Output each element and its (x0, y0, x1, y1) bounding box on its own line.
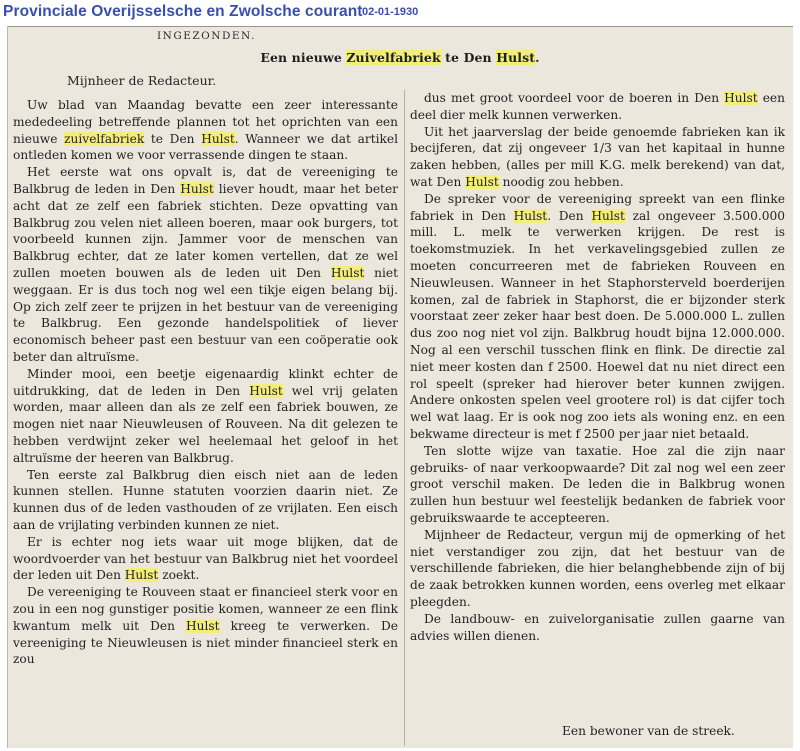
paragraph-text: Minder mooi, een beetje eigenaardig klinkt echter de uitdrukking, dat de leden in Den (13, 366, 398, 398)
paragraph-text: liever houdt, maar het beter acht dat ze zelf een fabriek stichten. Deze opvatting van Balkbrug zou velen niet alleen boeren, maar ook burgers, tot voorbeeld kunnen zijn. Jammer voor de menschen van Balkbrug echter, dat ze later komen vertellen, dat ze wel zullen moeten bouwen als de leden uit Den (13, 181, 398, 280)
highlighted-term: Zuivelfabriek (346, 50, 441, 65)
paragraph-text: Uit het jaarverslag der beide genoemde fabrieken kan ik becijferen, dat zij ongeveer 1/3 van het kapitaal in hunne zaken hebben, (alles per mill K.G. melk berekend) van dat, wat Den (410, 124, 785, 189)
paragraph-text: Er is echter nog iets waar uit moge blijken, dat de woordvoerder van het bestuur van Balkbrug niet het voordeel der leden uit Den (13, 534, 398, 583)
paragraph (410, 191, 785, 443)
paragraph-text: Het eerste wat ons opvalt is, dat de vereeniging te Balkbrug de leden in Den (13, 165, 398, 196)
publication-name: Provinciale Overijsselsche en Zwolsche courant (3, 3, 363, 20)
paragraph-text: Ten eerste zal Balkbrug dien eisch niet aan de leden kunnen stellen. Hunne statuten voorzien daarin niet. Ze kunnen dus of de leden vasthouden of ze vrijlaten. Een eisch aan de vrijlating verbinden kunnen ze niet. (13, 467, 398, 532)
paragraph (410, 90, 785, 124)
paragraph (410, 443, 785, 527)
publication-header (0, 0, 800, 26)
column-divider (404, 90, 405, 746)
highlighted-term: Hulst (465, 174, 499, 189)
paragraph (13, 467, 398, 534)
highlighted-term: Hulst (513, 208, 548, 223)
paragraph-text: De spreker voor de vereeniging spreekt van een flinke fabriek in Den (410, 191, 785, 223)
paragraph-text: een deel dier melk kunnen verwerken. (410, 91, 785, 122)
paragraph (410, 124, 785, 191)
right-column (410, 90, 785, 644)
paragraph-text: De vereeniging te Rouveen staat er financieel sterk voor en zou in een nog gunstiger positie komen, wanneer ze een flink kwantum melk uit Den (13, 585, 398, 633)
paragraph (13, 164, 398, 366)
newspaper-clipping (7, 26, 793, 748)
highlighted-term: Hulst (591, 208, 625, 223)
paragraph-text: . Wanneer we dat artikel ontleden komen we voor verrassende dingen te staan. (13, 131, 398, 163)
paragraph-text: De landbouw- en zuivelorganisatie zullen gaarne van advies willen dienen. (410, 611, 785, 643)
paragraph (13, 366, 398, 467)
highlighted-term: Hulst (124, 568, 159, 583)
salutation: Mijnheer de Redacteur. (67, 73, 217, 88)
signature: Een bewoner van de streek. (562, 724, 735, 738)
paragraph-text: zal ongeveer 3.500.000 mill. L. melk te verwerken krijgen. De rest is toekomstmuziek. In het verkavelingsgebied zullen ze moeten concurreeren met de fabrieken Rouveen en Nieuwleusen. Wanneer in het Staphorsterveld boerderijen komen, zal de fabriek in Staphorst, die er bijzonder sterk voorstaat zeer zeker haar best doen. De 5.000.000 L. zullen dus zoo nog niet vol zijn. Balkbrug houdt bijna 12.000.000. Nog al een verschil tusschen flink en flink. De directie zal niet meer kosten dan f 2500. Hoewel dat nu niet direct een rol speelt (spreker had hierover beter kunnen zwijgen. Andere onkosten spelen veel grootere rol) is dat cijfer toch wel wat laag. Er is ook nog zoo iets als woning enz. en een bekwame directeur is met f 2500 per jaar niet betaald. (410, 208, 785, 441)
highlighted-term: Hulst (180, 181, 214, 196)
paragraph-text: noodig zou hebben. (498, 174, 624, 189)
section-label: INGEZONDEN. (157, 30, 256, 42)
paragraph-text: wel vrij gelaten worden, maar alleen dan als ze zelf een fabriek bouwen, ze mogen niet naar Nieuwleusen of Rouveen. Na dit gelezen te hebben verdwijnt zeker wel heelemaal het geloof in het altruïsme der heeren van Balkbrug. (13, 383, 398, 465)
highlighted-term: Hulst (186, 618, 220, 633)
left-edge-rule (7, 26, 8, 748)
highlighted-term: Hulst (249, 383, 283, 398)
paragraph-text: Uw blad van Maandag bevatte een zeer interessante mededeeling betreffende plannen tot het oprichten van een nieuwe (13, 98, 398, 146)
left-column (13, 97, 398, 668)
paragraph (13, 534, 398, 584)
paragraph-text: Mijnheer de Redacteur, vergun mij de opmerking of het niet verstandiger zou zijn, dat het bestuur van de verschillende fabrieken, die hier belanghebbende zijn of bij de zaak betrokken kunnen worden, eens overleg met elkaar pleegden. (410, 527, 785, 609)
top-rule (7, 26, 793, 27)
paragraph-text: . Den (547, 208, 592, 223)
paragraph-text: dus met groot voordeel voor de boeren in Den (424, 91, 725, 105)
paragraph (13, 584, 398, 668)
article-title: Een nieuwe Zuivelfabriek te Den Hulst. (260, 50, 540, 65)
highlighted-term: Hulst (496, 50, 536, 65)
paragraph-text: te Den (144, 131, 202, 146)
paragraph (410, 527, 785, 611)
highlighted-term: Hulst (724, 91, 758, 105)
publication-date: 02-01-1930 (362, 6, 419, 18)
paragraph-text: zoekt. (158, 568, 200, 583)
paragraph-text: niet weggaan. Er is dus toch nog wel een tikje eigen belang bij. Op zich zelf zeer te prijzen in het bestuur van de vereeniging te Balkbrug. Een gezonde handelspolitiek of liever economisch beheer past een bestuur van een coöperatie ook beter dan altruïsme. (13, 265, 398, 364)
paragraph (13, 97, 398, 164)
highlighted-term: Hulst (330, 265, 365, 280)
paragraph-text: kreeg te verwerken. De vereeniging te Nieuwleusen is niet minder financieel sterk en zou (13, 618, 399, 667)
highlighted-term: Hulst (201, 131, 235, 146)
highlighted-term: zuivelfabriek (64, 131, 145, 146)
paragraph (410, 611, 785, 645)
paragraph-text: Ten slotte wijze van taxatie. Hoe zal die zijn naar gebruiks- of naar verkoopwaarde? Dit zal nog wel een zeer groot verschil maken. De leden die in Balkbrug wonen zullen hun bestuur wel feestelijk bedanken de fabriek voor gebruikswaarde te accepteeren. (410, 443, 785, 525)
